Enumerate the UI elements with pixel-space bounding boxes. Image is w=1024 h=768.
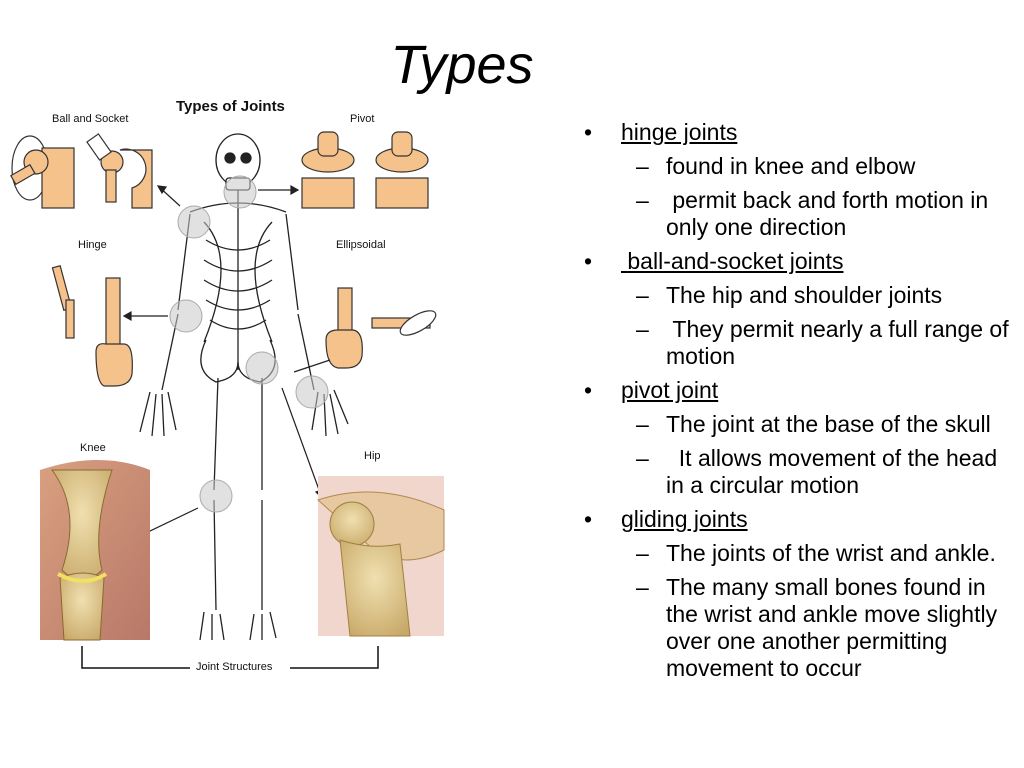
bullet-item <box>584 119 1014 146</box>
bullet-text: pivot joint <box>621 377 719 403</box>
label-hip: Hip <box>364 450 381 462</box>
dash-icon: – <box>636 316 649 342</box>
hinge-diagram <box>52 266 132 386</box>
bullet-item <box>584 248 1014 275</box>
label-pivot: Pivot <box>350 113 375 125</box>
dash-icon: – <box>636 153 649 179</box>
sub-bullet-item <box>584 540 1014 567</box>
sub-bullet-item <box>584 316 1014 370</box>
sub-bullet-item <box>584 574 1014 682</box>
slide-title: Types <box>390 35 534 95</box>
sub-bullet-item <box>584 153 1014 180</box>
sub-bullet-item <box>584 187 1014 241</box>
figure-title: Types of Joints <box>176 98 285 115</box>
bullet-item <box>584 377 1014 404</box>
label-ball-socket: Ball and Socket <box>52 113 129 125</box>
ball-socket-diagram <box>11 134 152 208</box>
bullet-list <box>584 112 1014 682</box>
sub-bullet-item <box>584 411 1014 438</box>
sub-bullet-text: The many small bones found in the wrist and ankle move slightly over one another permitting movement to occur <box>666 574 998 681</box>
knee-image <box>40 460 150 640</box>
sub-bullet-text: The joints of the wrist and ankle. <box>666 540 996 566</box>
bullet-dot-icon: • <box>584 119 593 145</box>
hip-image <box>318 476 444 636</box>
sub-bullet-item <box>584 445 1014 499</box>
bullet-text: gliding joints <box>621 506 748 532</box>
bullet-dot-icon: • <box>584 377 593 403</box>
label-joint-structures: Joint Structures <box>196 661 273 673</box>
sub-bullet-text: It allows movement of the head in a circular motion <box>666 445 1004 498</box>
dash-icon: – <box>636 282 649 308</box>
bullet-text: hinge joints <box>621 119 738 145</box>
joints-figure <box>0 88 460 688</box>
pivot-diagram <box>302 132 428 208</box>
dash-icon: – <box>636 574 649 600</box>
label-knee: Knee <box>80 442 106 454</box>
sub-bullet-text: The hip and shoulder joints <box>666 282 943 308</box>
dash-icon: – <box>636 540 649 566</box>
dash-icon: – <box>636 187 649 213</box>
sub-bullet-item <box>584 282 1014 309</box>
bullet-text: ball-and-socket joints <box>621 248 844 274</box>
bullet-dot-icon: • <box>584 248 593 274</box>
sub-bullet-text: The joint at the base of the skull <box>666 411 991 437</box>
sub-bullet-text: permit back and forth motion in only one direction <box>666 187 995 240</box>
sub-bullet-text: found in knee and elbow <box>666 153 916 179</box>
sub-bullet-text: They permit nearly a full range of motion <box>666 316 1015 369</box>
ellipsoidal-diagram <box>326 288 439 368</box>
dash-icon: – <box>636 411 649 437</box>
bullet-item <box>584 506 1014 533</box>
skeleton-illustration <box>0 88 460 688</box>
dash-icon: – <box>636 445 649 471</box>
label-hinge: Hinge <box>78 239 107 251</box>
bullet-dot-icon: • <box>584 506 593 532</box>
label-ellipsoidal: Ellipsoidal <box>336 239 386 251</box>
